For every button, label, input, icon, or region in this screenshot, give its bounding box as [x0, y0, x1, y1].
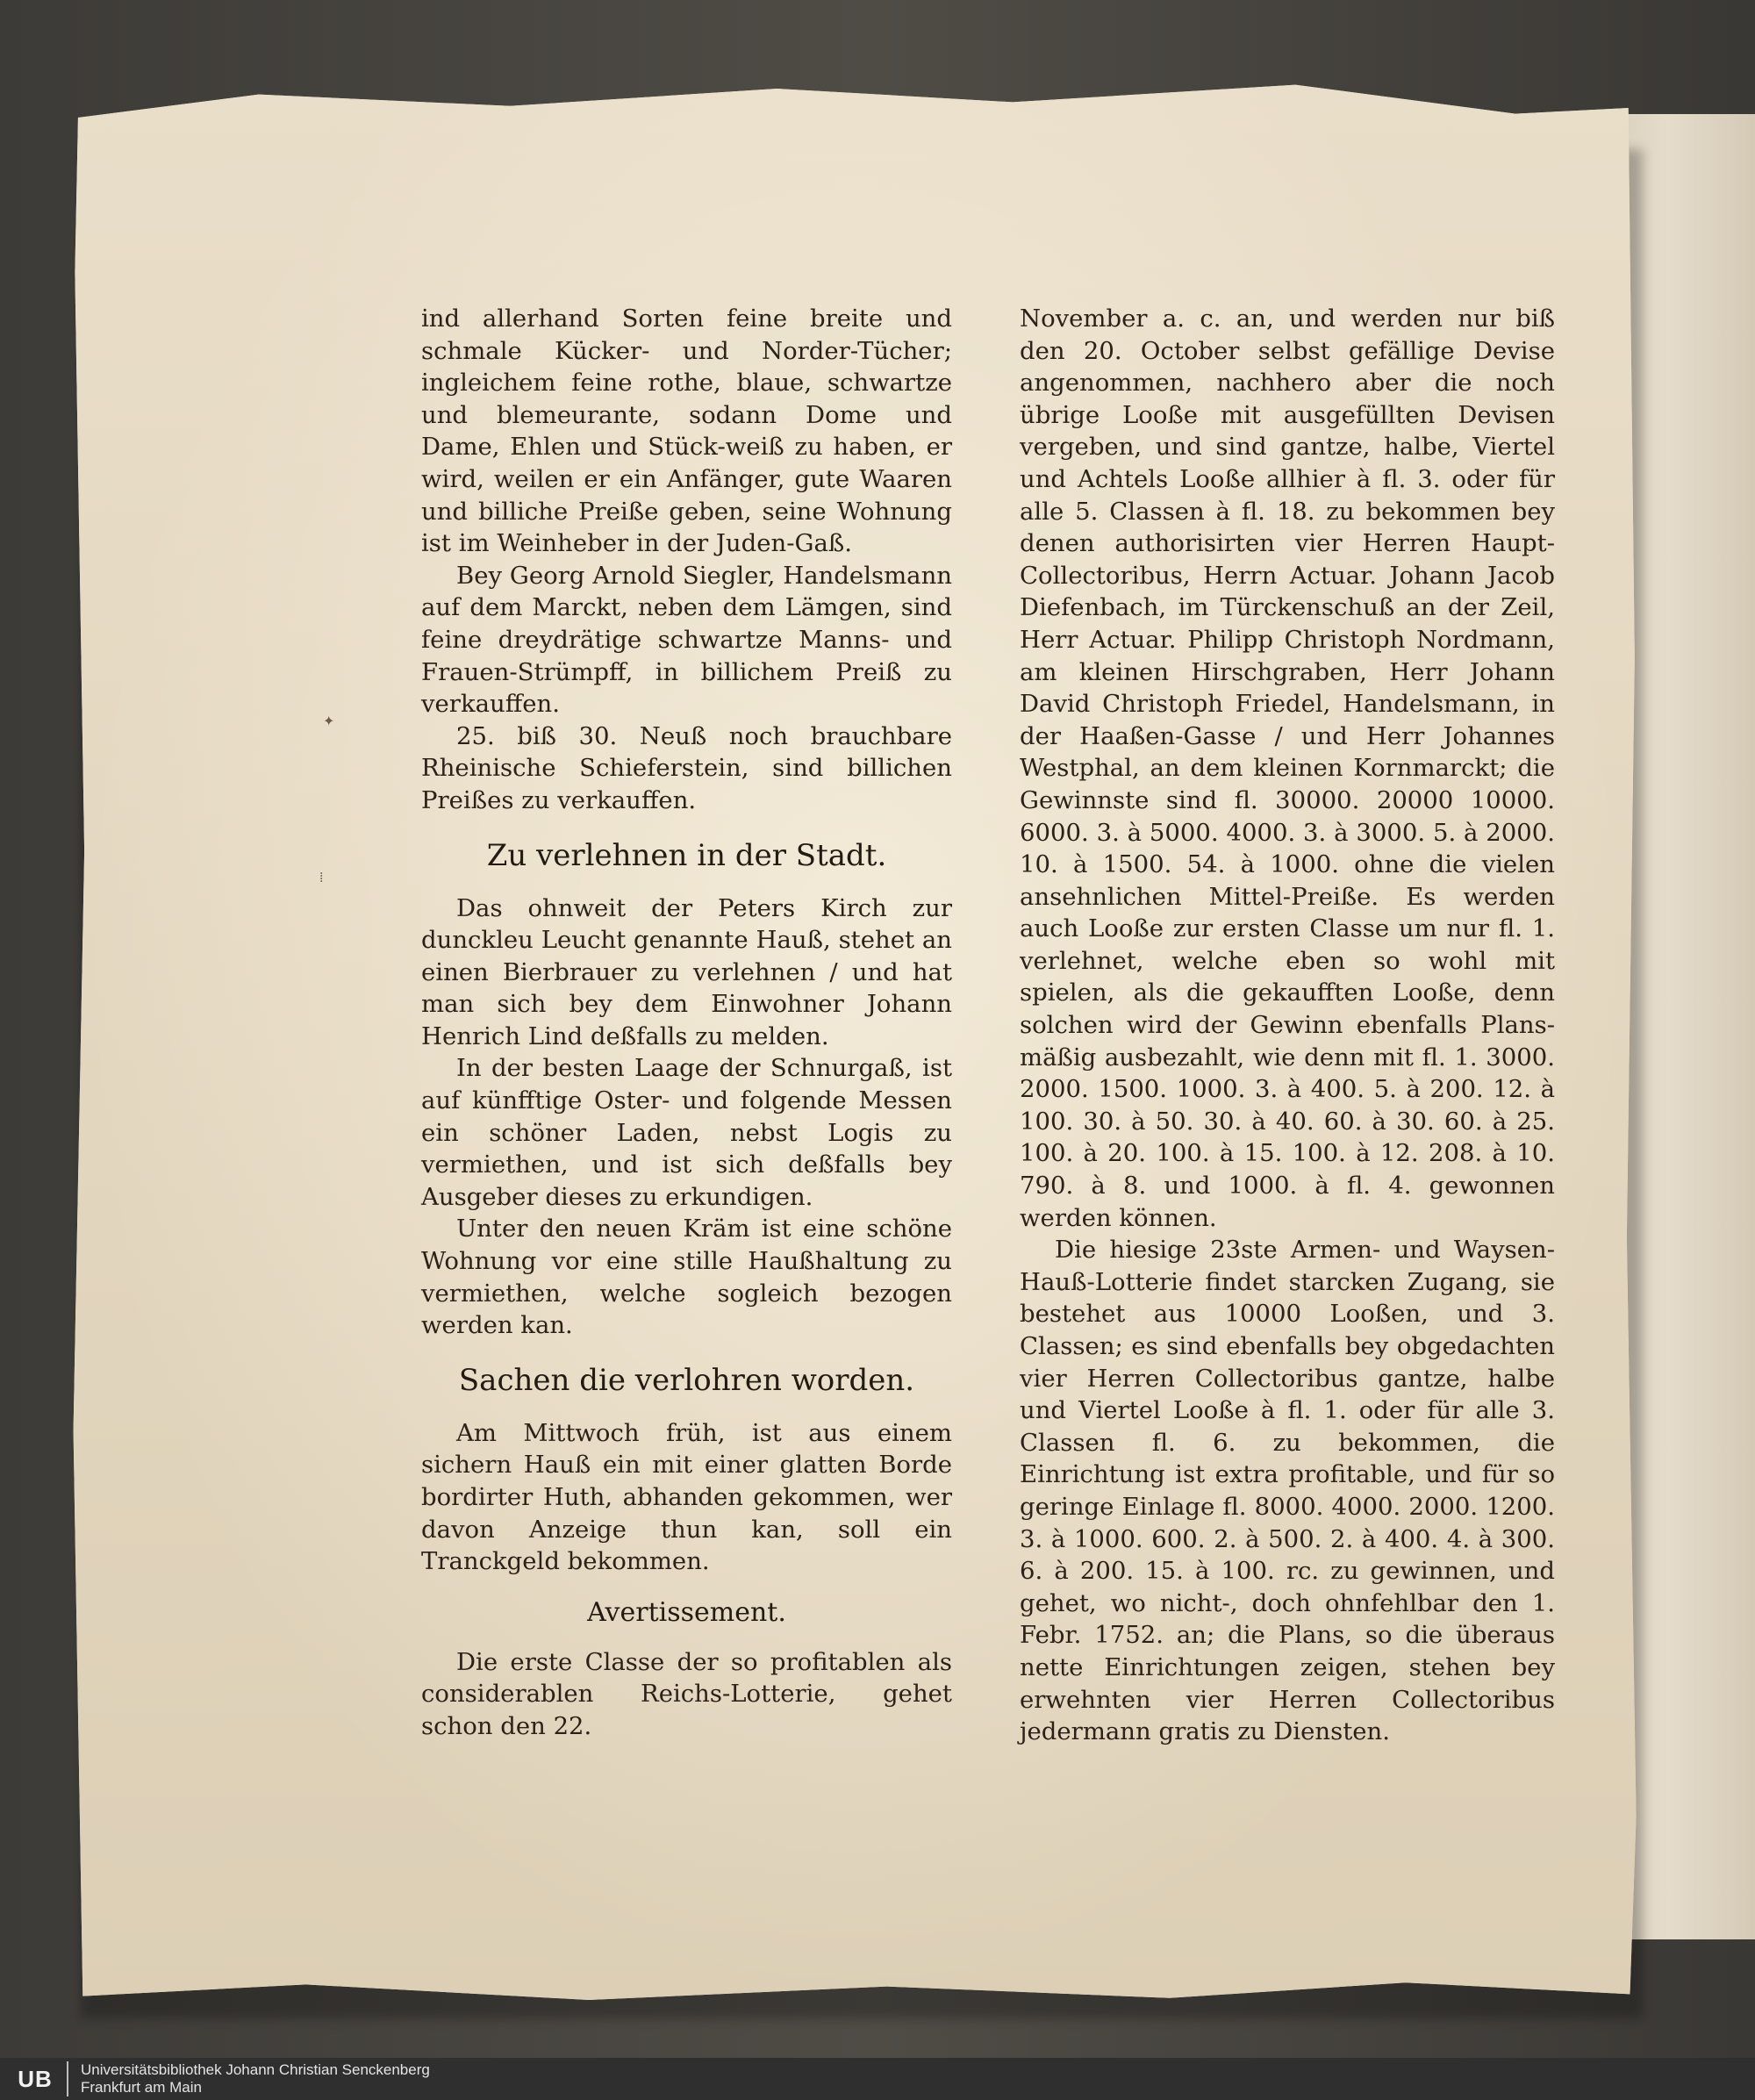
ub-logo: UB: [4, 2061, 68, 2096]
heading-avertissement: Avertissement.: [587, 1596, 786, 1628]
heading-lost-items: Sachen die verlohren worden.: [458, 1362, 915, 1398]
paragraph-lottery-start: Die erste Classe der so profitablen als considerablen Reichs-Lotterie, gehet schon den 22.: [421, 1647, 952, 1740]
margin-mark: ⁞: [319, 869, 324, 885]
paragraph-shop-rent: In der besten Laage der Schnurgaß, ist auf künfftige Oster- und folgende Messen ein schöner Laden, nebst Logis zu vermiethen, und ist sich deßfalls bey Ausgeber dieses zu erkundigen.: [421, 1054, 952, 1211]
library-location: Frankfurt am Main: [81, 2079, 202, 2096]
library-footer-bar: [0, 2058, 1755, 2100]
paragraph-apartment-rent: Unter den neuen Kräm ist eine schöne Wohnung vor eine stille Haußhaltung zu vermiethen, welche sogleich bezogen werden kan.: [421, 1215, 952, 1340]
paragraph-house-rent: Das ohnweit der Peters Kirch zur dunckleu Leucht genannte Hauß, stehet an einen Bierbrauer zu verlehnen / und hat man sich bey dem Einwohner Johann Henrich Lind deßfalls zu melden.: [421, 893, 952, 1050]
heading-for-rent: Zu verlehnen in der Stadt.: [486, 837, 887, 873]
paragraph-cloth-dealer: ind allerhand Sorten feine breite und schmale Kücker- und Norder-Tücher; ingleichem feine rothe, blaue, schwartze und blemeurante, sodann Dome und Dame, Ehlen und Stück-weiß zu haben, er wird, weilen er ein Anfänger, gute Waaren und billiche Preiße geben, seine Wohnung ist im Weinheber in der Juden-Gaß.: [421, 305, 952, 558]
paragraph-orphan-lottery: Die hiesige 23ste Armen- und Waysen-Hauß-Lotterie findet starcken Zugang, sie bestehet aus 10000 Looßen, und 3. Classen; es sind ebenfalls bey obgedachten vier Herren Collectoribus gantze, halbe und Viertel Looße à fl. 1. oder für alle 3. Classen fl. 6. zu bekommen, die Einrichtung ist extra profitable, und für so geringe Einlage fl. 8000. 4000. 2000. 1200. 3. à 1000. 600. 2. à 500. 2. à 400. 4. à 300. 6. à 200. 15. à 100. rc. zu gewinnen, und gehet, wo nicht-, doch ohnfehlbar den 1. Febr. 1752. an; die Plans, so die überaus nette Einrichtungen zeigen, stehen bey erwehnten vier Herren Collectoribus jedermann gratis zu Diensten.: [1020, 1236, 1555, 1746]
paragraph-lost-hat: Am Mittwoch früh, ist aus einem sichern Hauß ein mit einer glatten Borde bordirter Huth, abhanden gekommen, wer davon Anzeige thun kan, soll ein Tranckgeld bekommen.: [421, 1418, 952, 1576]
library-name: Universitätsbibliothek Johann Christian Senckenberg: [81, 2061, 430, 2078]
right-column: [1020, 303, 1555, 1748]
paragraph-stockings: Bey Georg Arnold Siegler, Handelsmann auf dem Marckt, neben dem Lämgen, sind feine dreydrätige schwartze Manns- und Frauen-Strümpff, in billichem Preiß zu verkauffen.: [421, 561, 952, 719]
paragraph-lottery-continued: November a. c. an, und werden nur biß den 20. October selbst gefällige Devise angenommen, nachhero aber die noch übrige Looße mit ausgefüllten Devisen vergeben, und sind gantze, halbe, Viertel und Achtels Looße allhier à fl. 3. oder für alle 5. Classen à fl. 18. zu bekommen bey denen authorisirten vier Herren Haupt-Collectoribus, Herrn Actuar. Johann Jacob Diefenbach, im Türckenschuß an der Zeil, Herr Actuar. Philipp Christoph Nordmann, am kleinen Hirschgraben, Herr Johann David Christoph Friedel, Handelsmann, in der Haaßen-Gasse / und Herr Johannes Westphal, an dem kleinen Kornmarckt; die Gewinnste sind fl. 30000. 20000 10000. 6000. 3. à 5000. 4000. 3. à 3000. 5. à 2000. 10. à 1500. 54. à 1000. ohne die vielen ansehnlichen Mittel-Preiße. Es werden auch Looße zur ersten Classe um nur fl. 1. verlehnet, welche eben so wohl mit spielen, als die gekaufften Looße, denn solchen wird der Gewinn ebenfalls Plans-mäßig ausbezahlt, wie denn mit fl. 1. 3000. 2000. 1500. 1000. 3. à 400. 5. à 200. 12. à 100. 30. à 50. 30. à 40. 60. à 30. 60. à 25. 100. à 20. 100. à 15. 100. à 12. 208. à 10. 790. à 8. und 1000. à fl. 4. gewonnen werden können.: [1020, 305, 1555, 1232]
paragraph-slate: 25. biß 30. Neuß noch brauchbare Rheinische Schieferstein, sind billichen Preißes zu verkauffen.: [421, 721, 952, 814]
left-column: [421, 303, 952, 1743]
library-credit: [81, 2061, 430, 2096]
margin-mark: ✦: [323, 713, 335, 729]
